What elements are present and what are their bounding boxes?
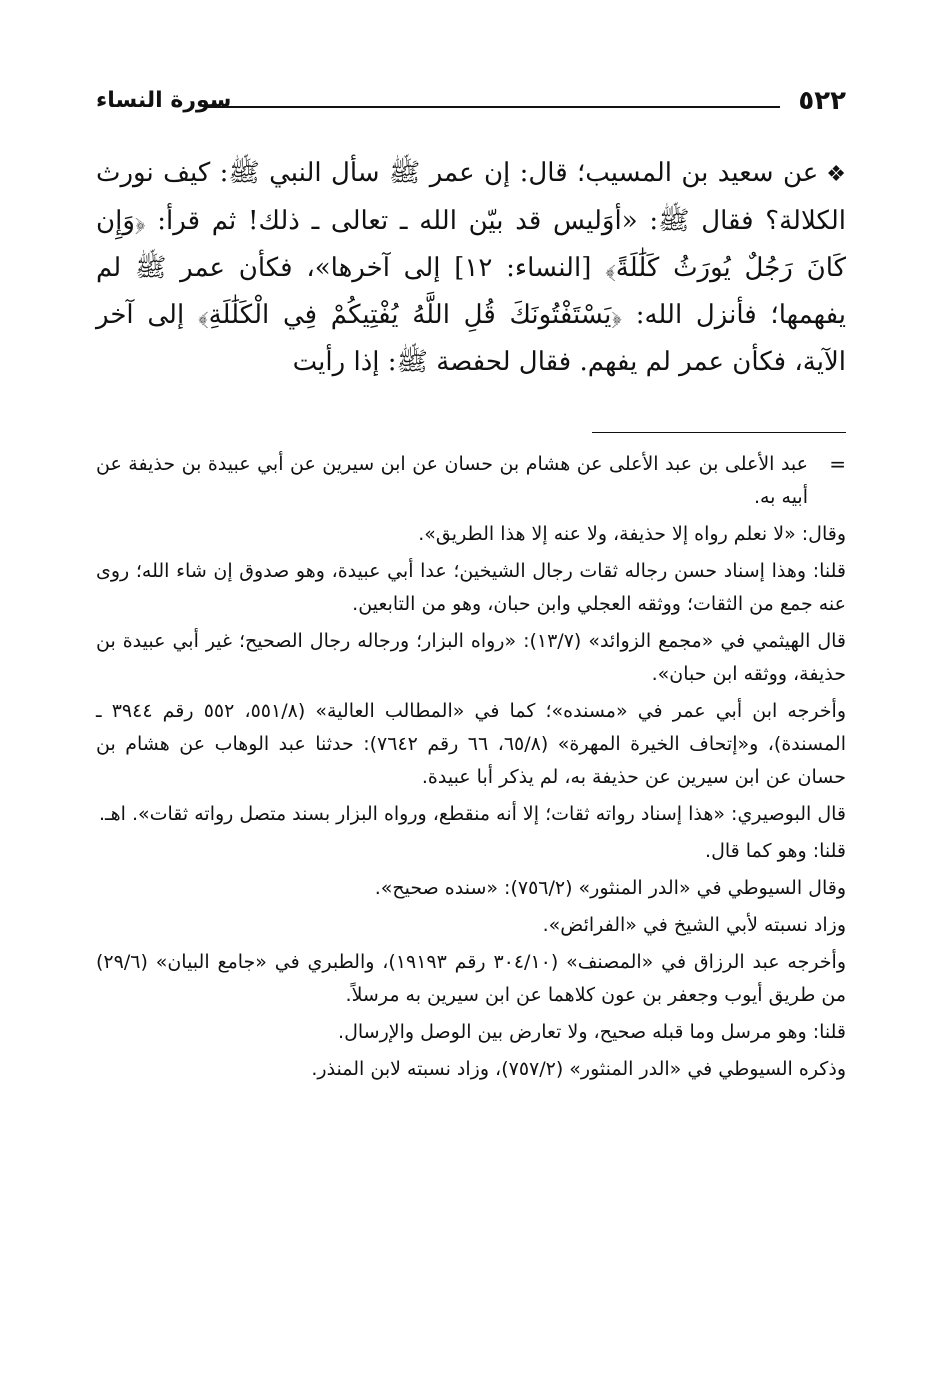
footnote-paragraph: وأخرجه عبد الرزاق في «المصنف» (٣٠٤/١٠ رقم ١٩١٩٣)، والطبري في «جامع البيان» (٢٩/٦) من طريق أيوب وجعفر بن عون كلاهما عن ابن سيرين به مرسلاً. bbox=[96, 951, 846, 1006]
footnote-paragraph: قلنا: وهو كما قال. bbox=[705, 840, 846, 862]
footnote-paragraph: وذكره السيوطي في «الدر المنثور» (٧٥٧/٢)، وزاد نسبته لابن المنذر. bbox=[311, 1058, 846, 1080]
main-text bbox=[96, 150, 846, 386]
footnote-paragraph: قلنا: وهذا إسناد حسن رجاله ثقات رجال الشيخين؛ عدا أبي عبيدة، وهو صدوق إن شاء الله؛ روى عنه جمع من الثقات؛ ووثقه العجلي وابن حبان، وهو من التابعين. bbox=[96, 560, 846, 615]
page-header bbox=[96, 82, 846, 122]
footnote-text: عبد الأعلى بن عبد الأعلى عن هشام بن حسان عن ابن سيرين عن أبي عبيدة بن حذيفة عن أبيه به. bbox=[96, 453, 808, 508]
continuation-mark: = bbox=[829, 452, 846, 476]
footnote-paragraph: وقال: «لا نعلم رواه إلا حذيفة، ولا عنه إلا هذا الطريق». bbox=[418, 523, 846, 545]
footnotes bbox=[96, 448, 846, 1090]
footnote-paragraph: قال الهيثمي في «مجمع الزوائد» (١٣/٧): «رواه البزار؛ ورجاله رجال الصحيح؛ غير أبي عبيدة بن حذيفة، ووثقه ابن حبان». bbox=[96, 630, 846, 685]
footnote-paragraph: وأخرجه ابن أبي عمر في «مسنده»؛ كما في «المطالب العالية» (٥٥١/٨، ٥٥٢ رقم ٣٩٤٤ ـ المسندة)، و«إتحاف الخيرة المهرة» (٦٥/٨، ٦٦ رقم ٧٦٤٢): حدثنا عبد الوهاب عن هشام بن حسان عن ابن سيرين عن حذيفة به، لم يذكر أبا عبيدة. bbox=[96, 700, 847, 788]
hadith-text: عن سعيد بن المسيب؛ قال: إن عمر ﷺ سأل النبي ﷺ: كيف نورث الكلالة؟ فقال ﷺ: «أوَليس قد بيّن الله ـ تعالى ـ ذلك! ثم قرأ: ﴿وَإِن كَانَ رَجُلٌ يُورَثُ كَلَٰلَةً﴾ [النساء: ١٢] إلى آخرها»، فكأن عمر ﷺ لم يفهمها؛ فأنزل الله: ﴿يَسْتَفْتُونَكَ قُلِ اللَّهُ يُفْتِيكُمْ فِي الْكَلَٰلَةِ﴾ إلى آخر الآية، فكأن عمر لم يفهم. فقال لحفصة ﷺ: إذا رأيت bbox=[96, 158, 847, 377]
footnote-paragraph: وقال السيوطي في «الدر المنثور» (٧٥٦/٢): «سنده صحيح». bbox=[374, 877, 846, 899]
footnote-paragraph: قال البوصيري: «هذا إسناد رواته ثقات؛ إلا أنه منقطع، ورواه البزار بسند متصل رواته ثقات». اهـ. bbox=[99, 803, 846, 825]
page-number: ٥٢٢ bbox=[798, 86, 846, 116]
surah-title: سورة النساء bbox=[96, 88, 232, 113]
bullet-ornament-icon: ❖ bbox=[826, 162, 846, 187]
footnote-paragraph: وزاد نسبته لأبي الشيخ في «الفرائض». bbox=[542, 914, 846, 936]
footnote-paragraph: قلنا: وهو مرسل وما قبله صحيح، ولا تعارض بين الوصل والإرسال. bbox=[338, 1021, 846, 1043]
footnote-paragraph bbox=[96, 448, 846, 514]
footnote-rule bbox=[592, 432, 846, 433]
hadith-paragraph bbox=[96, 150, 846, 386]
header-rule bbox=[204, 106, 780, 108]
